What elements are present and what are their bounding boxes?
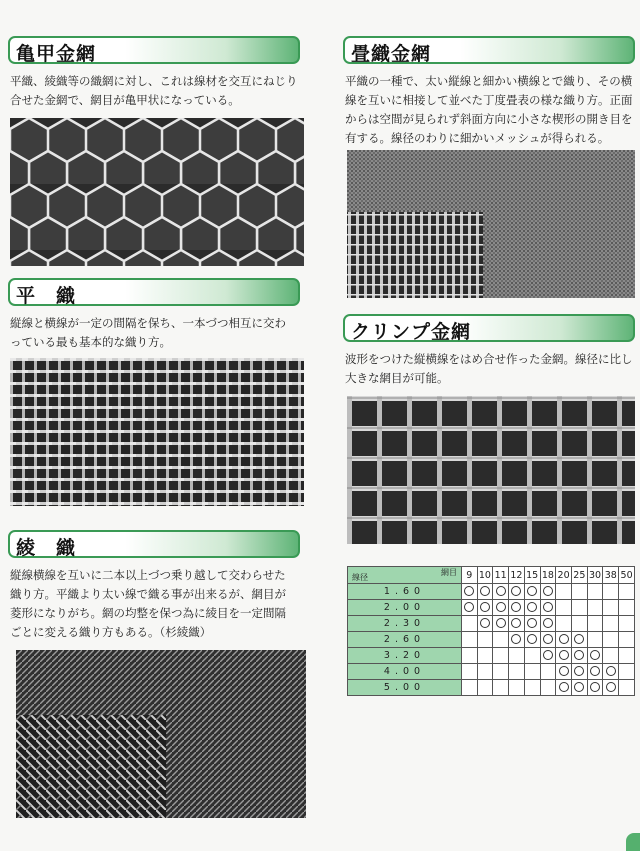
mesh-diameter-table	[347, 566, 635, 696]
circle-mark-icon	[511, 618, 521, 628]
diameter-cell: 5.00	[348, 680, 462, 696]
availability-cell	[477, 664, 493, 680]
desc-line: からは空間が見られず斜面方向に小さな楔形の開き目を	[345, 112, 633, 126]
availability-cell	[524, 632, 540, 648]
circle-mark-icon	[574, 650, 584, 660]
availability-cell	[603, 600, 619, 616]
circle-mark-icon	[527, 618, 537, 628]
photo-ayaori-mesh	[16, 650, 306, 818]
availability-cell	[603, 632, 619, 648]
circle-mark-icon	[574, 682, 584, 692]
availability-cell	[619, 600, 635, 616]
availability-cell	[477, 632, 493, 648]
section-desc-kikko	[10, 72, 310, 110]
circle-mark-icon	[543, 634, 553, 644]
photo-kikko-mesh	[10, 118, 304, 266]
availability-cell	[556, 584, 572, 600]
table-row	[348, 616, 635, 632]
availability-cell	[540, 632, 556, 648]
desc-line: 大きな網目が可能。	[345, 371, 449, 385]
circle-mark-icon	[527, 602, 537, 612]
desc-line: 平織の一種で、太い縦線と細かい横線とで織り、その横	[345, 74, 633, 88]
circle-mark-icon	[543, 586, 553, 596]
mesh-header: 20	[556, 567, 572, 584]
circle-mark-icon	[590, 650, 600, 660]
availability-cell	[540, 680, 556, 696]
availability-cell	[603, 616, 619, 632]
circle-mark-icon	[574, 666, 584, 676]
mesh-header: 9	[462, 567, 478, 584]
photo-hiraori-mesh	[10, 358, 304, 506]
availability-cell	[477, 648, 493, 664]
availability-cell	[571, 664, 587, 680]
availability-cell	[571, 680, 587, 696]
desc-line: 波形をつけた縦横線をはめ合せ作った金網。線径に比し	[345, 352, 633, 366]
availability-cell	[493, 600, 509, 616]
availability-cell	[462, 680, 478, 696]
availability-cell	[587, 632, 603, 648]
table-body	[348, 584, 635, 696]
availability-cell	[587, 648, 603, 664]
mesh-header: 15	[524, 567, 540, 584]
availability-cell	[587, 584, 603, 600]
availability-cell	[556, 648, 572, 664]
availability-cell	[556, 632, 572, 648]
availability-cell	[587, 600, 603, 616]
desc-line: 合せた金網で、網目が亀甲状になっている。	[10, 93, 240, 107]
table-row	[348, 680, 635, 696]
availability-cell	[477, 600, 493, 616]
diameter-cell: 2.00	[348, 600, 462, 616]
section-desc-ayaori	[10, 566, 310, 642]
mesh-header: 12	[509, 567, 525, 584]
availability-cell	[571, 600, 587, 616]
availability-cell	[603, 648, 619, 664]
circle-mark-icon	[574, 634, 584, 644]
availability-cell	[556, 680, 572, 696]
circle-mark-icon	[496, 586, 506, 596]
availability-cell	[509, 632, 525, 648]
availability-cell	[509, 616, 525, 632]
table-row	[348, 584, 635, 600]
circle-mark-icon	[527, 586, 537, 596]
section-header-hiraori	[8, 278, 300, 306]
section-title-kikko: 亀甲金網	[16, 43, 97, 65]
circle-mark-icon	[527, 634, 537, 644]
availability-cell	[462, 664, 478, 680]
mesh-header: 38	[603, 567, 619, 584]
section-header-kikko	[8, 36, 300, 64]
availability-cell	[462, 600, 478, 616]
circle-mark-icon	[559, 634, 569, 644]
circle-mark-icon	[480, 586, 490, 596]
availability-cell	[571, 632, 587, 648]
availability-cell	[477, 680, 493, 696]
page-tab-marker	[626, 833, 640, 851]
circle-mark-icon	[606, 682, 616, 692]
availability-cell	[571, 616, 587, 632]
section-desc-crimp	[345, 350, 637, 388]
availability-cell	[462, 584, 478, 600]
section-desc-hiraori	[10, 314, 310, 352]
availability-cell	[524, 680, 540, 696]
availability-cell	[524, 584, 540, 600]
table-corner-header	[348, 567, 462, 584]
desc-line: 縦線と横線が一定の間隔を保ち、一本づつ相互に交わ	[10, 316, 286, 330]
section-title-crimp: クリンプ金網	[351, 321, 472, 343]
circle-mark-icon	[590, 682, 600, 692]
mesh-header: 11	[493, 567, 509, 584]
table-row	[348, 648, 635, 664]
corner-label-diameter: 線径	[352, 573, 368, 582]
section-header-ayaori	[8, 530, 300, 558]
circle-mark-icon	[496, 618, 506, 628]
availability-cell	[619, 584, 635, 600]
circle-mark-icon	[590, 666, 600, 676]
availability-cell	[540, 664, 556, 680]
circle-mark-icon	[464, 602, 474, 612]
availability-cell	[493, 680, 509, 696]
mesh-header: 18	[540, 567, 556, 584]
availability-cell	[587, 680, 603, 696]
mesh-header: 25	[571, 567, 587, 584]
availability-cell	[587, 664, 603, 680]
circle-mark-icon	[543, 602, 553, 612]
availability-cell	[556, 616, 572, 632]
availability-cell	[524, 600, 540, 616]
circle-mark-icon	[511, 602, 521, 612]
availability-cell	[524, 664, 540, 680]
circle-mark-icon	[464, 586, 474, 596]
circle-mark-icon	[559, 650, 569, 660]
circle-mark-icon	[543, 650, 553, 660]
desc-line: っている最も基本的な織り方。	[10, 335, 171, 349]
photo-tatamiori-mesh	[347, 150, 635, 298]
mesh-header: 50	[619, 567, 635, 584]
table-row	[348, 664, 635, 680]
availability-cell	[493, 648, 509, 664]
desc-line: 平織、綾織等の織網に対し、これは線材を交互にねじり	[10, 74, 298, 88]
section-header-crimp	[343, 314, 635, 342]
availability-cell	[603, 680, 619, 696]
section-header-tatamiori	[343, 36, 635, 64]
photo-crimp-mesh	[347, 396, 635, 544]
availability-cell	[619, 680, 635, 696]
circle-mark-icon	[559, 682, 569, 692]
section-title-tatamiori: 畳織金網	[351, 43, 432, 65]
circle-mark-icon	[496, 602, 506, 612]
availability-cell	[524, 648, 540, 664]
availability-cell	[571, 584, 587, 600]
availability-cell	[493, 584, 509, 600]
desc-line: ごとに変える織り方もある。（杉綾織）	[10, 625, 212, 639]
diameter-cell: 1.60	[348, 584, 462, 600]
availability-cell	[619, 616, 635, 632]
availability-cell	[619, 632, 635, 648]
availability-cell	[603, 664, 619, 680]
availability-cell	[462, 648, 478, 664]
availability-cell	[509, 664, 525, 680]
section-desc-tatamiori	[345, 72, 637, 148]
circle-mark-icon	[480, 602, 490, 612]
circle-mark-icon	[511, 634, 521, 644]
diameter-cell: 2.30	[348, 616, 462, 632]
availability-cell	[493, 664, 509, 680]
mesh-header: 10	[477, 567, 493, 584]
availability-cell	[540, 648, 556, 664]
diameter-cell: 2.60	[348, 632, 462, 648]
availability-cell	[540, 616, 556, 632]
availability-cell	[619, 648, 635, 664]
availability-cell	[571, 648, 587, 664]
availability-cell	[540, 600, 556, 616]
mesh-header: 30	[587, 567, 603, 584]
diameter-cell: 3.20	[348, 648, 462, 664]
circle-mark-icon	[606, 666, 616, 676]
corner-label-mesh: 網目	[441, 568, 458, 577]
availability-cell	[556, 664, 572, 680]
availability-cell	[493, 616, 509, 632]
availability-cell	[524, 616, 540, 632]
availability-cell	[477, 616, 493, 632]
availability-cell	[477, 584, 493, 600]
desc-line: 線を互いに相接して並べた丁度畳表の様な織り方。正面	[345, 93, 633, 107]
diameter-cell: 4.00	[348, 664, 462, 680]
availability-cell	[493, 632, 509, 648]
availability-cell	[603, 584, 619, 600]
availability-cell	[509, 584, 525, 600]
availability-cell	[556, 600, 572, 616]
availability-cell	[540, 584, 556, 600]
desc-line: 縦線横線を互いに二本以上づつ乗り越して交わらせた	[10, 568, 286, 582]
section-title-ayaori: 綾 織	[16, 537, 77, 559]
desc-line: 有する。線径のわりに細かいメッシュが得られる。	[345, 131, 610, 145]
availability-cell	[462, 616, 478, 632]
circle-mark-icon	[511, 586, 521, 596]
table-row	[348, 600, 635, 616]
availability-cell	[509, 648, 525, 664]
availability-cell	[509, 600, 525, 616]
desc-line: 菱形になりがち。網の均整を保つ為に綾目を一定間隔	[10, 606, 286, 620]
circle-mark-icon	[480, 618, 490, 628]
availability-cell	[587, 616, 603, 632]
table-row	[348, 632, 635, 648]
circle-mark-icon	[559, 666, 569, 676]
circle-mark-icon	[543, 618, 553, 628]
desc-line: 織り方。平織より太い線で織る事が出来るが、網目が	[10, 587, 286, 601]
section-title-hiraori: 平 織	[16, 285, 77, 307]
availability-cell	[619, 664, 635, 680]
availability-cell	[462, 632, 478, 648]
availability-cell	[509, 680, 525, 696]
